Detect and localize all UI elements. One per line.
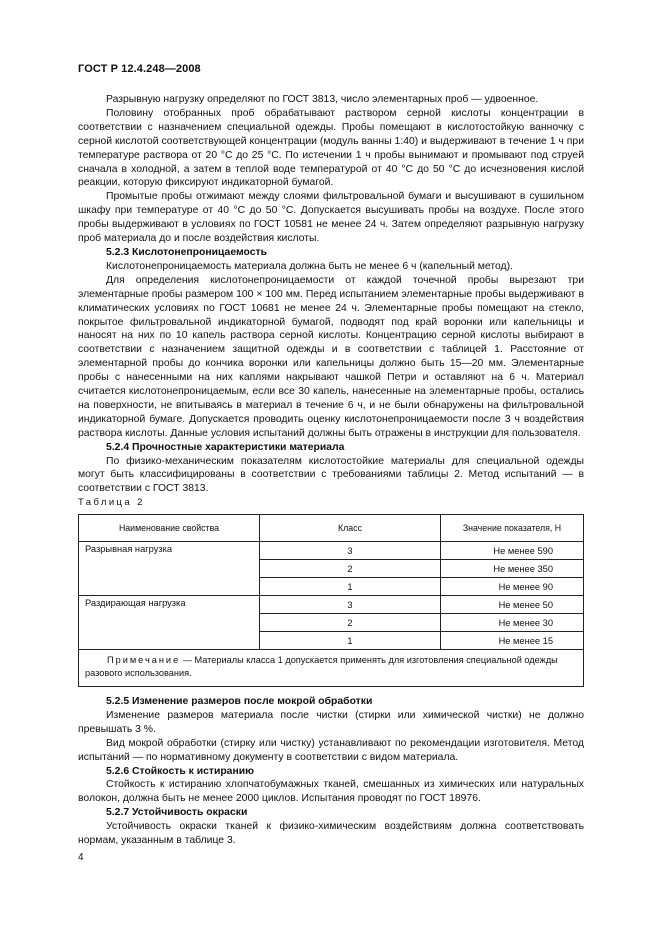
section-heading: 5.2.6 Стойкость к истиранию bbox=[106, 765, 254, 777]
value-cell: Не менее 30 bbox=[441, 614, 584, 632]
column-header: Класс bbox=[260, 515, 441, 542]
paragraph: Вид мокрой обработки (стирку или чистку) устанавливают по рекомендации изготовителя. Метод испытаний — по нормативному документу в соответствии с видом материала. bbox=[78, 737, 584, 763]
table-caption: Таблица 2 bbox=[78, 497, 145, 508]
section-heading: 5.2.4 Прочностные характеристики материала bbox=[106, 441, 345, 453]
section-heading: 5.2.3 Кислотонепроницаемость bbox=[106, 246, 267, 258]
document-header: ГОСТ Р 12.4.248—2008 bbox=[78, 63, 201, 75]
body-text-bottom bbox=[78, 695, 584, 848]
section-heading: 5.2.7 Устойчивость окраски bbox=[106, 807, 248, 819]
paragraph: По физико-механическим показателям кислотостойкие материалы для специальной одежды могут быть классифицированы в соответствии с требованиями таблицы 2. Метод испытаний — в соответствии с ГОСТ 3813. bbox=[78, 455, 584, 495]
value-cell: Не менее 50 bbox=[441, 596, 584, 614]
class-cell: 3 bbox=[260, 542, 441, 560]
note-text: — Материалы класса 1 допускается применять для изготовления специальной одежды разового использования. bbox=[85, 655, 558, 678]
paragraph: Устойчивость окраски тканей к физико-химическим воздействиям должна соответствовать нормам, указанным в таблице 3. bbox=[78, 821, 584, 847]
value-cell: Не менее 350 bbox=[441, 560, 584, 578]
table-note-row bbox=[79, 650, 584, 687]
table-row bbox=[79, 542, 584, 560]
class-cell: 3 bbox=[260, 596, 441, 614]
column-header: Значение показателя, Н bbox=[441, 515, 584, 542]
column-header: Наименование свойства bbox=[79, 515, 260, 542]
paragraph: Изменение размеров материала после чистки (стирки или химической чистки) не должно превышать 3 %. bbox=[78, 709, 584, 735]
page-number: 4 bbox=[78, 852, 84, 863]
paragraph: Половину отобранных проб обрабатывают раствором серной кислоты концентрации в соответствии с назначением специальной одежды. Пробы помещают в кислотостойкую ванночку с серной кислотой соответствующей концентрации (модуль ванны 1:40) и выдерживают в течение 1 ч при температуре раствора от 20 °С до 25 °С. По истечении 1 ч пробы вынимают и промывают под струей сначала в холодной, а затем в теплой воде температурой от 40 °С до 50 °С до исчезновения кислой реакции, которую фиксируют индикаторной бумагой. bbox=[78, 107, 584, 189]
property-cell: Разрывная нагрузка bbox=[79, 542, 260, 596]
section-heading: 5.2.5 Изменение размеров после мокрой обработки bbox=[106, 696, 373, 707]
properties-table bbox=[78, 514, 584, 687]
body-text-top bbox=[78, 93, 584, 496]
paragraph: Для определения кислотонепроницаемости от каждой точечной пробы вырезают три элементарные пробы размером 100 × 100 мм. Перед испытанием элементарные пробы выдерживают в климатических условиях по ГОСТ 10681 не менее 24 ч. Элементарные пробы помещают на стекло, покрытое фильтровальной индикаторной бумагой, подводят под край воронки или капельницы и наносят на них по 10 капель раствора серной кислоты. Концентрацию серной кислоты выбирают в соответствии с назначением защитной одежды и в соответствии с таблицей 1. Расстояние от элементарной пробы до кончика воронки или капельницы должно быть 15—20 мм. Элементарные пробы с нанесенными на них каплями накрывают чашкой Петри и оставляют на 6 ч. Материал считается кислотонепроницаемым, если все 30 капель, нанесенные на элементарные пробы, остались на поверхности, не впитываясь в материал в течение 6 ч, и не были обнаружены на фильтровальной индикаторной бумаге. Допускается проводить оценку кислотонепроницаемости после 3 ч воздействия раствора кислоты. Данные условия испытаний должны быть отражены в инструкции для пользователя. bbox=[78, 274, 584, 439]
value-cell: Не менее 90 bbox=[441, 578, 584, 596]
table-header-row bbox=[79, 515, 584, 542]
table-note bbox=[79, 650, 584, 687]
table-row bbox=[79, 596, 584, 614]
value-cell: Не менее 15 bbox=[441, 632, 584, 650]
class-cell: 1 bbox=[260, 632, 441, 650]
paragraph: Разрывную нагрузку определяют по ГОСТ 3813, число элементарных проб — удвоенное. bbox=[106, 94, 539, 105]
value-cell: Не менее 590 bbox=[441, 542, 584, 560]
paragraph: Кислотонепроницаемость материала должна быть не менее 6 ч (капельный метод). bbox=[106, 260, 513, 272]
class-cell: 2 bbox=[260, 614, 441, 632]
paragraph: Промытые пробы отжимают между слоями фильтровальной бумаги и высушивают в сушильном шкафу при температуре от 40 °С до 50 °С. Допускается высушивать пробы на воздухе. После этого пробы выдерживают в условиях по ГОСТ 10581 не менее 24 ч. Затем определяют разрывную нагрузку проб материала до и после воздействия кислоты. bbox=[78, 191, 584, 245]
class-cell: 1 bbox=[260, 578, 441, 596]
class-cell: 2 bbox=[260, 560, 441, 578]
paragraph: Стойкость к истиранию хлопчатобумажных тканей, смешанных из химических или натуральных волокон, должна быть не менее 2000 циклов. Испытания проводят по ГОСТ 18976. bbox=[78, 779, 584, 805]
note-label: Примечание bbox=[107, 655, 181, 665]
property-cell: Раздирающая нагрузка bbox=[79, 596, 260, 650]
